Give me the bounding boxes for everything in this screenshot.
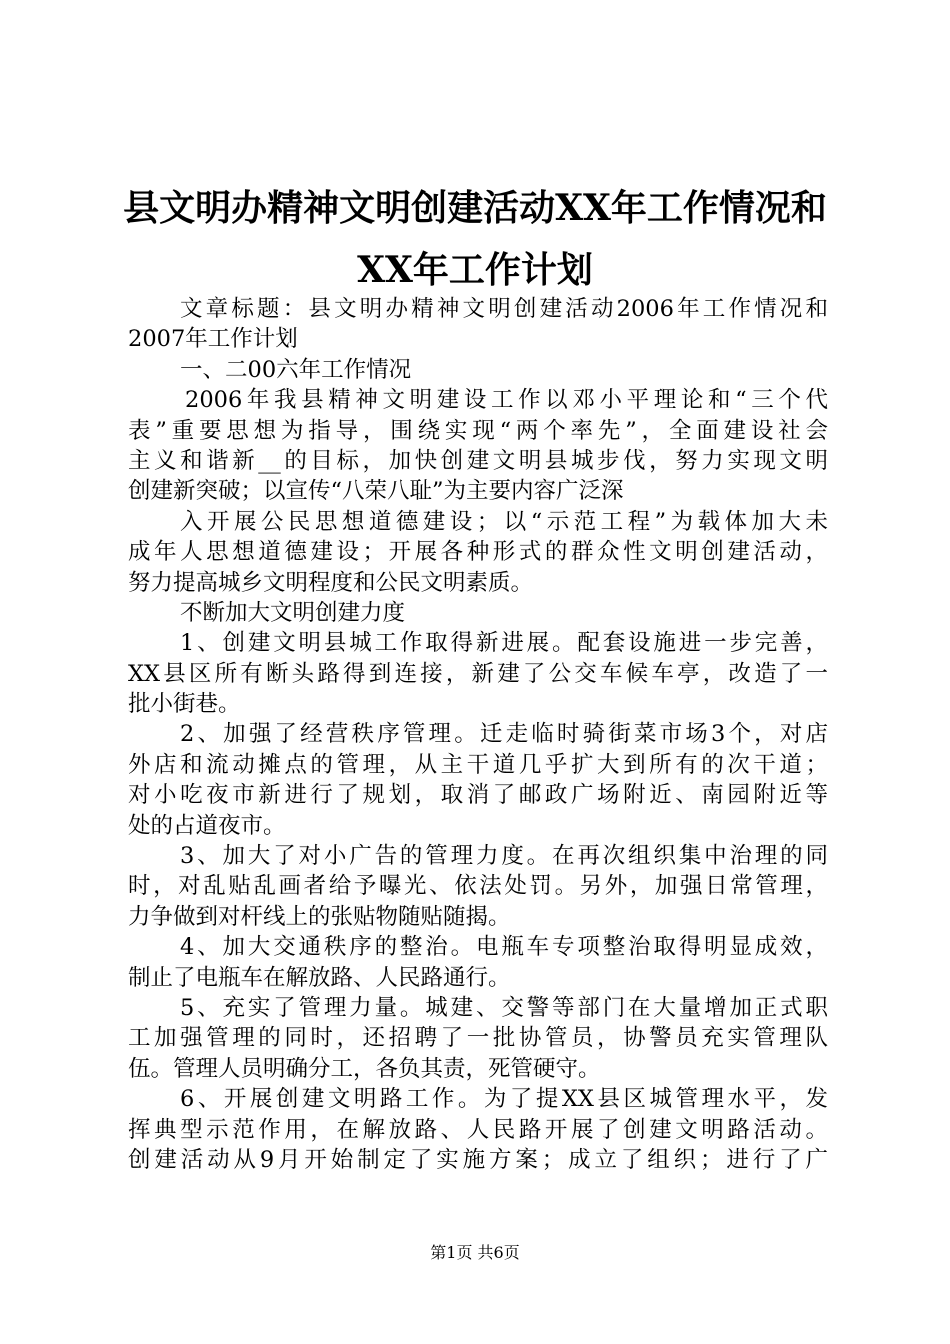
body-line: 入开展公民思想道德建设；以“示范工程”为载体加大未 [180, 508, 828, 535]
body-line: 1、创建文明县城工作取得新进展。配套设施进一步完善， [180, 630, 828, 657]
body-line: 批小街巷。 [128, 691, 241, 718]
document-title-line-2: XX年工作计划 [357, 249, 593, 291]
body-line: 工加强管理的同时，还招聘了一批协管员，协警员充实管理队 [128, 1025, 828, 1052]
body-line: 制止了电瓶车在解放路、人民路通行。 [128, 964, 511, 991]
body-line: 对小吃夜市新进行了规划，取消了邮政广场附近、南园附近等 [128, 782, 828, 809]
document-title-line-1: 县文明办精神文明创建活动XX年工作情况和 [123, 187, 827, 229]
page-number-footer: 第1页 共6页 [430, 1243, 520, 1262]
body-line: 处的占道夜市。 [128, 812, 286, 839]
body-line: 2007年工作计划 [128, 326, 298, 353]
body-line: 主义和谐新__的目标，加快创建文明县城步伐，努力实现文明 [128, 447, 828, 474]
body-line: 力争做到对杆线上的张贴物随贴随揭。 [128, 903, 511, 930]
body-line: 成年人思想道德建设；开展各种形式的群众性文明创建活动， [128, 539, 828, 566]
body-line: 时，对乱贴乱画者给予曝光、依法处罚。另外，加强日常管理， [128, 873, 828, 900]
body-line: 外店和流动摊点的管理，从主干道几乎扩大到所有的次干道； [128, 751, 828, 778]
body-line: 2006年我县精神文明建设工作以邓小平理论和“三个代 [185, 387, 828, 414]
body-line: 6、开展创建文明路工作。为了提XX县区城管理水平，发 [180, 1086, 828, 1113]
body-line: 挥典型示范作用，在解放路、人民路开展了创建文明路活动。 [128, 1116, 828, 1143]
body-line: 努力提高城乡文明程度和公民文明素质。 [128, 569, 534, 596]
body-line: 表”重要思想为指导，围绕实现“两个率先”，全面建设社会 [128, 417, 828, 444]
body-line: 创建活动从9月开始制定了实施方案；成立了组织；进行了广 [128, 1146, 828, 1173]
body-line: 2、加强了经营秩序管理。迁走临时骑街菜市场3个，对店 [180, 721, 828, 748]
body-line: 3、加大了对小广告的管理力度。在再次组织集中治理的同 [180, 843, 828, 870]
body-line: 伍。管理人员明确分工，各负其责，死管硬守。 [128, 1055, 601, 1082]
body-line: 5、充实了管理力量。城建、交警等部门在大量增加正式职 [180, 994, 828, 1021]
body-line: XX县区所有断头路得到连接，新建了公交车候车亭，改造了一 [128, 660, 828, 687]
body-line: 不断加大文明创建力度 [180, 599, 406, 626]
body-line: 4、加大交通秩序的整治。电瓶车专项整治取得明显成效， [180, 934, 828, 961]
body-line: 创建新突破；以宣传“八荣八耻”为主要内容广泛深 [128, 478, 624, 505]
body-line: 文章标题：县文明办精神文明创建活动2006年工作情况和 [180, 296, 828, 322]
body-line: 一、二00六年工作情况 [180, 356, 412, 383]
document-body [128, 294, 828, 1175]
